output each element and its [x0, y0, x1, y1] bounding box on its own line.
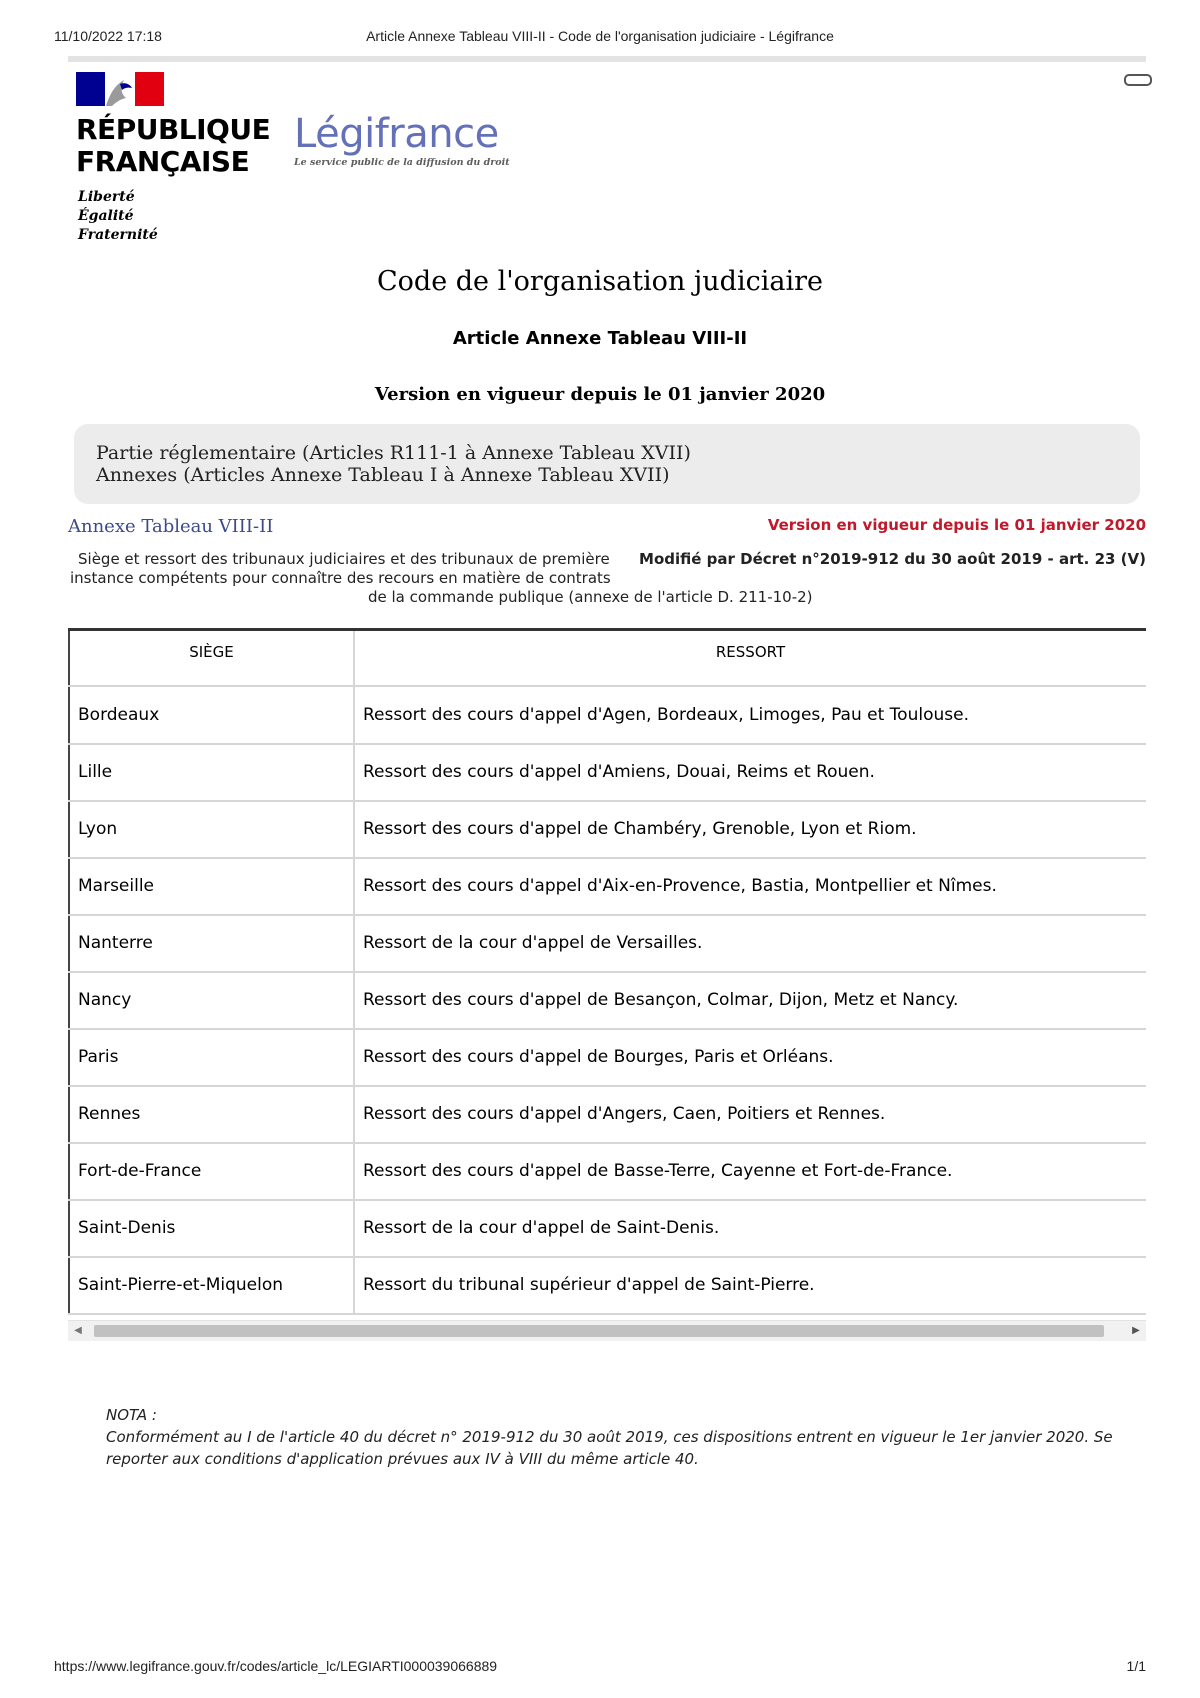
scrollbar-thumb[interactable]	[94, 1325, 1104, 1337]
print-date: 11/10/2022 17:18	[54, 28, 162, 44]
breadcrumb-item-annexes[interactable]: Annexes (Articles Annexe Tableau I à Annexe Tableau XVII)	[96, 464, 670, 486]
table-row	[69, 744, 1146, 801]
breadcrumb	[74, 424, 1140, 504]
header-siege: SIÈGE	[69, 630, 354, 686]
ressort-cell: Ressort des cours d'appel de Chambéry, Grenoble, Lyon et Riom.	[354, 801, 1146, 858]
siege-ressort-table	[68, 628, 1146, 1320]
legifrance-brand[interactable]	[294, 112, 510, 168]
table-row	[69, 686, 1146, 744]
header-ressort: RESSORT	[354, 630, 1146, 686]
siege-cell: Saint-Pierre-et-Miquelon	[69, 1257, 354, 1314]
ressort-cell: Ressort de la cour d'appel de Versailles.	[354, 915, 1146, 972]
ressort-cell: Ressort des cours d'appel de Basse-Terre, Cayenne et Fort-de-France.	[354, 1143, 1146, 1200]
article-title: Article Annexe Tableau VIII-II	[452, 328, 748, 349]
siege-cell: Bordeaux	[69, 686, 354, 744]
siege-cell: Nancy	[69, 972, 354, 1029]
section-description: Siège et ressort des tribunaux judiciaires et des tribunaux de première instance compétents pour connaître des recours en matière de contrats de la commande publique (annexe de l'article D. 211-10-2)	[70, 550, 813, 606]
republique-motto: Liberté Égalité Fraternité	[78, 189, 158, 243]
table-horizontal-scrollbar[interactable]	[68, 1320, 1146, 1341]
ressort-cell: Ressort des cours d'appel de Bourges, Paris et Orléans.	[354, 1029, 1146, 1086]
siege-cell: Nanterre	[69, 915, 354, 972]
ressort-cell: Ressort des cours d'appel d'Aix-en-Provence, Bastia, Montpellier et Nîmes.	[354, 858, 1146, 915]
table-row	[69, 915, 1146, 972]
scroll-left-arrow-icon[interactable]: ◀	[74, 1325, 82, 1336]
marianne-flag-icon	[76, 72, 164, 106]
nota-block	[106, 1404, 1146, 1470]
republique-francaise-name: RÉPUBLIQUE FRANÇAISE	[76, 113, 271, 178]
table-row	[69, 801, 1146, 858]
section-version: Version en vigueur depuis le 01 janvier 2020	[767, 516, 1146, 534]
menu-toggle-icon[interactable]	[1124, 74, 1152, 86]
table-row	[69, 1257, 1146, 1314]
siege-cell: Rennes	[69, 1086, 354, 1143]
table-row	[69, 972, 1146, 1029]
table-row	[69, 1029, 1146, 1086]
print-header	[54, 28, 1146, 48]
ressort-cell: Ressort du tribunal supérieur d'appel de Saint-Pierre.	[354, 1257, 1146, 1314]
section-title: Annexe Tableau VIII-II	[68, 516, 274, 537]
legifrance-tagline: Le service public de la diffusion du droit	[294, 157, 510, 168]
ressort-cell: Ressort des cours d'appel d'Amiens, Douai, Reims et Rouen.	[354, 744, 1146, 801]
ressort-cell: Ressort des cours d'appel de Besançon, Colmar, Dijon, Metz et Nancy.	[354, 972, 1146, 1029]
ressort-cell: Ressort des cours d'appel d'Agen, Bordeaux, Limoges, Pau et Toulouse.	[354, 686, 1146, 744]
siege-cell: Paris	[69, 1029, 354, 1086]
footer-url: https://www.legifrance.gouv.fr/codes/article_lc/LEGIARTI000039066889	[54, 1658, 498, 1674]
siege-cell: Marseille	[69, 858, 354, 915]
top-bar	[68, 56, 1146, 62]
table-row	[69, 1086, 1146, 1143]
breadcrumb-item-partie[interactable]: Partie réglementaire (Articles R111-1 à Annexe Tableau XVII)	[96, 442, 691, 464]
siege-cell: Saint-Denis	[69, 1200, 354, 1257]
scroll-right-arrow-icon[interactable]: ▶	[1132, 1325, 1140, 1336]
version-title: Version en vigueur depuis le 01 janvier 2020	[374, 384, 826, 405]
modified-by-link[interactable]: Modifié par Décret n°2019-912 du 30 août 2019 - art. 23 (V)	[639, 550, 1146, 568]
republique-francaise-logo[interactable]	[76, 72, 296, 252]
siege-cell: Fort-de-France	[69, 1143, 354, 1200]
siege-cell: Lyon	[69, 801, 354, 858]
footer-page-number: 1/1	[1126, 1658, 1146, 1674]
nota-label: NOTA :	[106, 1406, 157, 1424]
table-row	[69, 858, 1146, 915]
ressort-cell: Ressort des cours d'appel d'Angers, Caen, Poitiers et Rennes.	[354, 1086, 1146, 1143]
legifrance-name: Légifrance	[294, 111, 499, 157]
code-title: Code de l'organisation judiciaire	[377, 266, 823, 297]
table-row	[69, 1200, 1146, 1257]
print-title: Article Annexe Tableau VIII-II - Code de l'organisation judiciaire - Légifrance	[366, 28, 834, 44]
ressort-cell: Ressort de la cour d'appel de Saint-Denis.	[354, 1200, 1146, 1257]
siege-cell: Lille	[69, 744, 354, 801]
nota-text: Conformément au I de l'article 40 du décret n° 2019-912 du 30 août 2019, ces dispositions entrent en vigueur le 1er janvier 2020. Se reporter aux conditions d'application prévues aux IV à VIII du même article 40.	[106, 1428, 1113, 1468]
table-row	[69, 1143, 1146, 1200]
